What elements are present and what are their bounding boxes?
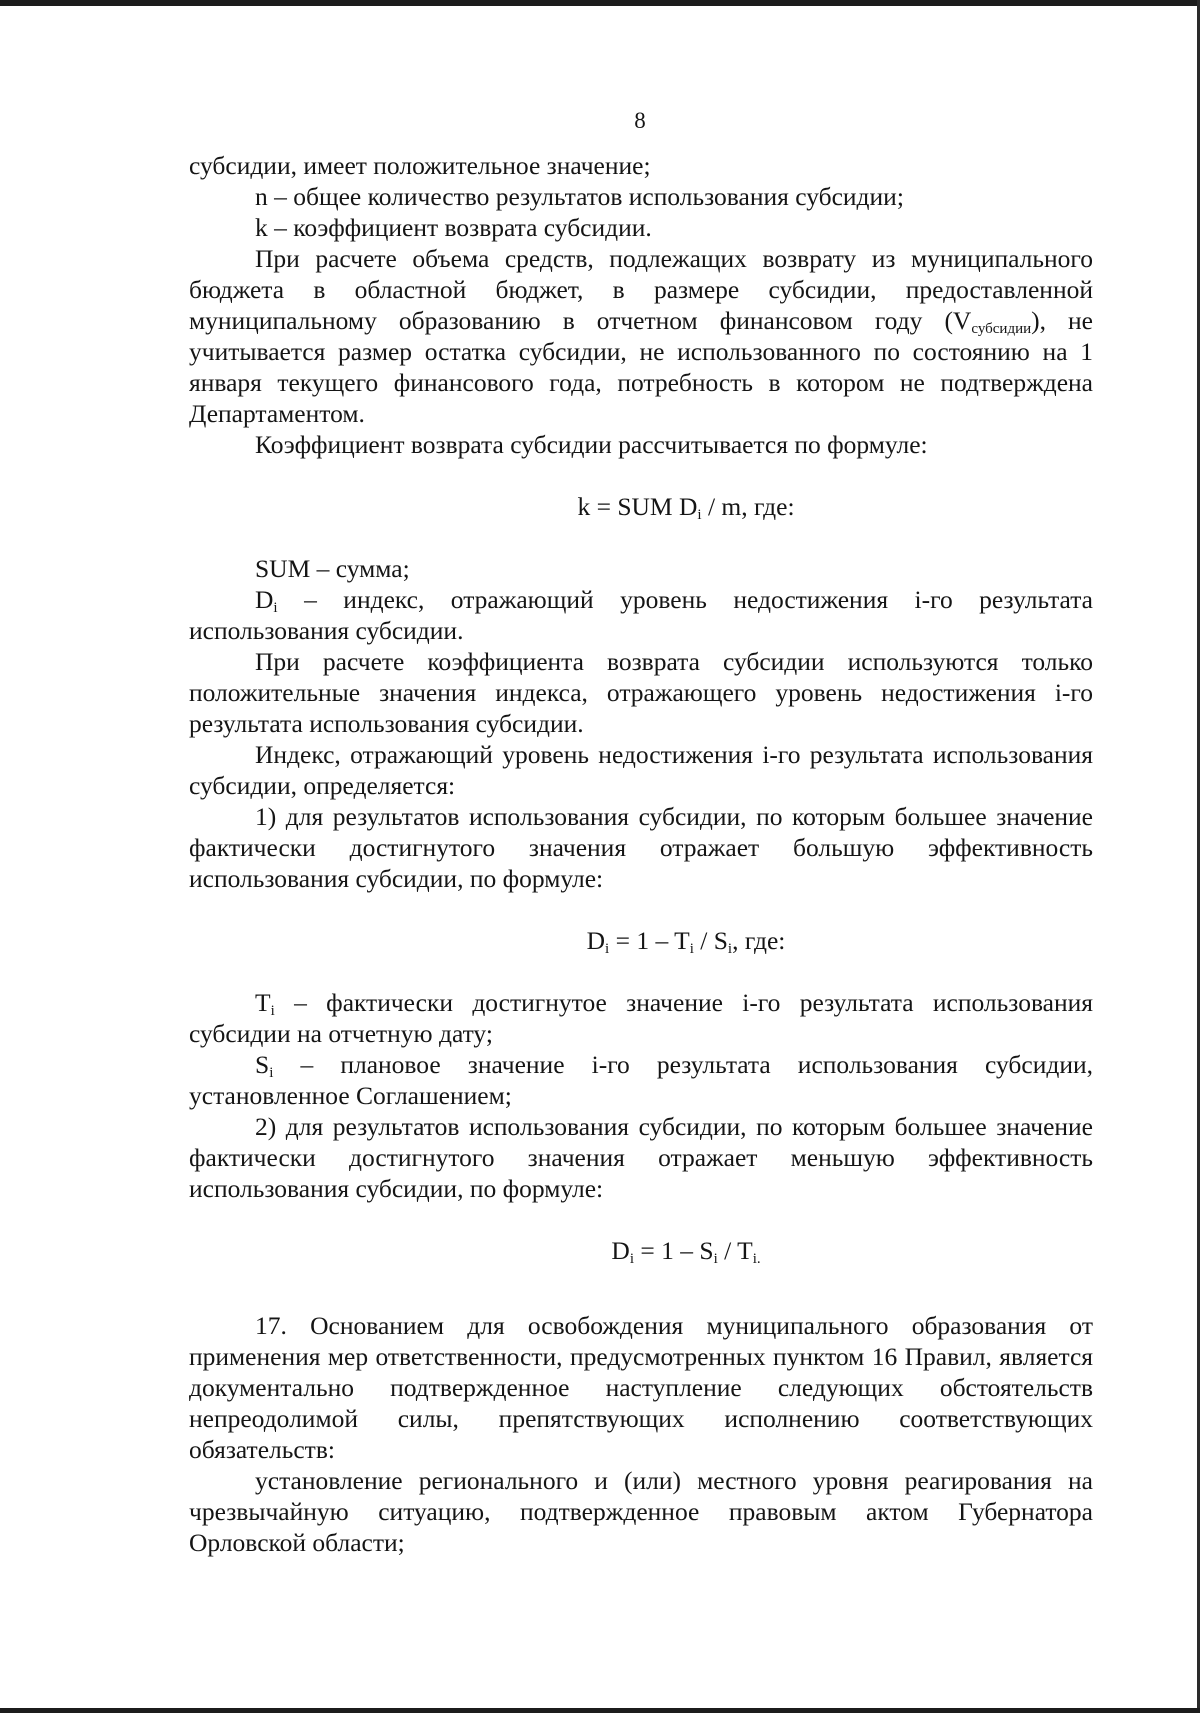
text-span: T	[255, 988, 271, 1017]
document-body	[189, 150, 1093, 1558]
definition-si	[189, 1049, 1093, 1111]
formula-di-case-2	[279, 1235, 1093, 1266]
paragraph-continuation: субсидии, имеет положительное значение;	[189, 151, 651, 180]
subscript: i	[273, 600, 278, 616]
subscript: i	[689, 941, 694, 957]
text-span: = 1 – S	[633, 1236, 714, 1265]
paragraph-emergency-regime: установление регионального и (или) местного уровня реагирования на чрезвычайную ситуацию, подтвержденное правовым актом Губернатора Орловской области;	[189, 1466, 1093, 1557]
subscript: i	[270, 1003, 275, 1019]
text-span: , где:	[732, 926, 786, 955]
definition-ti	[189, 987, 1093, 1049]
text-span: ), не учитывается размер остатка субсидии, не использованного по состоянию на 1 января текущего финансового года, потребность в котором не подтверждена Департаментом.	[189, 306, 1093, 428]
text-span: – индекс, отражающий уровень недостижения i-го результата использования субсидии.	[189, 585, 1093, 645]
text-span: S	[255, 1050, 270, 1079]
page-number: 8	[634, 108, 646, 133]
text-span: D	[586, 926, 606, 955]
subscript: i	[269, 1065, 274, 1081]
definition-k: k – коэффициент возврата субсидии.	[255, 213, 652, 242]
scan-edge-top	[0, 0, 1200, 6]
text-span: – фактически достигнутое значение i-го результата использования субсидии на отчетную дату;	[189, 988, 1093, 1048]
text-span: k = SUM D	[577, 492, 698, 521]
paragraph-positive-values: При расчете коэффициента возврата субсидии используются только положительные значения индекса, отражающего уровень недостижения i-го результата использования субсидии.	[189, 647, 1093, 738]
subscript: i	[713, 1251, 718, 1267]
text-span: / T	[717, 1236, 753, 1265]
text-span: / S	[693, 926, 728, 955]
subscript: i	[629, 1251, 634, 1267]
text-span: = 1 – T	[609, 926, 690, 955]
subscript: субсидии	[971, 321, 1032, 337]
paragraph-17: 17. Основанием для освобождения муниципального образования от применения мер ответственности, предусмотренных пунктом 16 Правил, является документально подтвержденное наступление следующих обстоятельств непреодолимой силы, препятствующих исполнению соответствующих обязательств:	[189, 1311, 1093, 1464]
paragraph-coefficient-intro: Коэффициент возврата субсидии рассчитывается по формуле:	[255, 430, 928, 459]
paragraph-refund-calculation	[189, 243, 1093, 429]
definition-n: n – общее количество результатов использования субсидии;	[255, 182, 904, 211]
definition-sum: SUM – сумма;	[255, 554, 410, 583]
subscript: i	[605, 941, 610, 957]
definition-di	[189, 584, 1093, 646]
paragraph-case-2: 2) для результатов использования субсидии, по которым большее значение фактически достигнутого значения отражает меньшую эффективность использования субсидии, по формуле:	[189, 1112, 1093, 1203]
text-span: / m, где:	[701, 492, 795, 521]
paragraph-index-determined: Индекс, отражающий уровень недостижения i-го результата использования субсидии, определяется:	[189, 740, 1093, 800]
formula-di-case-1	[279, 925, 1093, 956]
formula-k	[279, 491, 1093, 522]
subscript: i	[697, 507, 702, 523]
text-span: – плановое значение i-го результата использования субсидии, установленное Соглашением;	[189, 1050, 1093, 1110]
subscript: i	[727, 941, 733, 957]
text-span: D	[255, 585, 274, 614]
text-span: При расчете объема средств, подлежащих возврату из муниципального бюджета в областной бюджет, в размере субсидии, предоставленной муниципальному образованию в отчетном финансовом году (V	[189, 244, 1093, 335]
scan-edge-bottom	[0, 1708, 1200, 1713]
subscript: i.	[752, 1251, 761, 1267]
text-span: D	[611, 1236, 630, 1265]
paragraph-case-1: 1) для результатов использования субсидии, по которым большее значение фактически достигнутого значения отражает большую эффективность использования субсидии, по формуле:	[189, 802, 1093, 893]
